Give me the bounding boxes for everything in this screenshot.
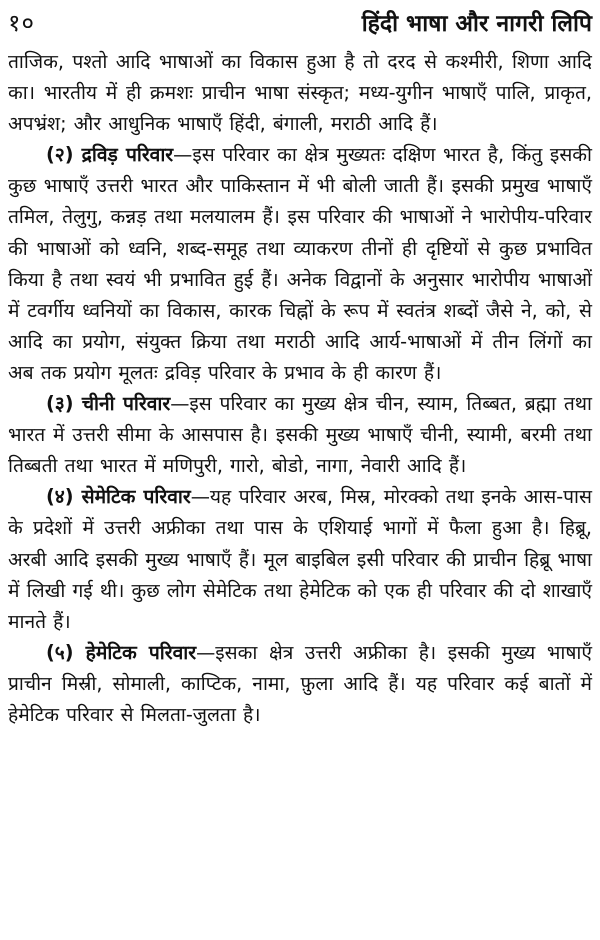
page-number: १० (8, 9, 35, 37)
section-label-hamitic: (५) हेमेटिक परिवार (46, 640, 197, 664)
paragraph-text: ताजिक, पश्तो आदि भाषाओं का विकास हुआ है तो दरद से कश्मीरी, शिणा आदि का। भारतीय में ही क्रमशः प्राचीन भाषा संस्कृत; मध्य-युगीन भाषाएँ पालि, प्राकृत, अपभ्रंश; और आधुनिक भाषाएँ हिंदी, बंगाली, मराठी आदि हैं। (8, 50, 592, 136)
paragraph-text: —इस परिवार का क्षेत्र मुख्यतः दक्षिण भारत है, किंतु इसकी कुछ भाषाएँ उत्तरी भारत और पाकिस्तान में भी बोली जाती हैं। इसकी प्रमुख भाषाएँ तमिल, तेलुगु, कन्नड़ तथा मलयालम हैं। इस परिवार की भाषाओं ने भारोपीय-परिवार की भाषाओं को ध्वनि, शब्द-समूह तथा व्याकरण तीनों ही दृष्टियों से कुछ प्रभावित किया है तथा स्वयं भी प्रभावित हुई हैं। अनेक विद्वानों के अनुसार भारोपीय भाषाओं में टवर्गीय ध्वनियों का विकास, कारक चिह्नों के रूप में स्वतंत्र शब्दों जैसे ने, को, से आदि का प्रयोग, संयुक्त क्रिया तथा मराठी आदि आर्य-भाषाओं में तीन लिंगों का अब तक प्रयोग मूलतः द्रविड़ परिवार के प्रभाव के ही कारण हैं। (8, 143, 593, 384)
section-label-semitic: (४) सेमेटिक परिवार (46, 485, 191, 509)
paragraph-text: —इसका क्षेत्र उत्तरी अफ्रीका है। इसकी मुख्य भाषाएँ प्राचीन मिस्री, सोमाली, काप्टिक, नामा, फ़ुला आदि हैं। यह परिवार कई बातों में हेमेटिक परिवार से मिलता-जुलता है। (8, 640, 592, 726)
paragraph-dravidian (8, 139, 592, 388)
paragraph-text: —इस परिवार का मुख्य क्षेत्र चीन, स्याम, तिब्बत, ब्रह्मा तथा भारत में उत्तरी सीमा के आसपास है। इसकी मुख्य भाषाएँ चीनी, स्यामी, बरमी तथा तिब्बती तथा भारत में मणिपुरी, गारो, बोडो, नागा, नेवारी आदि हैं। (8, 392, 592, 478)
paragraph-semitic (8, 481, 592, 636)
paragraph-chinese (8, 388, 592, 481)
paragraph-intro (8, 46, 592, 139)
paragraph-hamitic (8, 637, 592, 730)
running-title: हिंदी भाषा और नागरी लिपि (361, 11, 592, 37)
section-label-dravidian: (२) द्रविड़ परिवार (46, 143, 174, 167)
section-label-chinese: (३) चीनी परिवार (46, 392, 171, 416)
paragraph-text: —यह परिवार अरब, मिस्र, मोरक्को तथा इनके आस-पास के प्रदेशों में उत्तरी अफ्रीका तथा पास के एशियाई भागों में फैला हुआ है। हिब्रू, अरबी आदि इसकी मुख्य भाषाएँ हैं। मूल बाइबिल इसी परिवार की प्राचीन हिब्रू भाषा में लिखी गई थी। कुछ लोग सेमेटिक तथा हेमेटिक को एक ही परिवार की दो शाखाएँ मानते हैं। (8, 485, 592, 633)
page-header (8, 6, 592, 46)
